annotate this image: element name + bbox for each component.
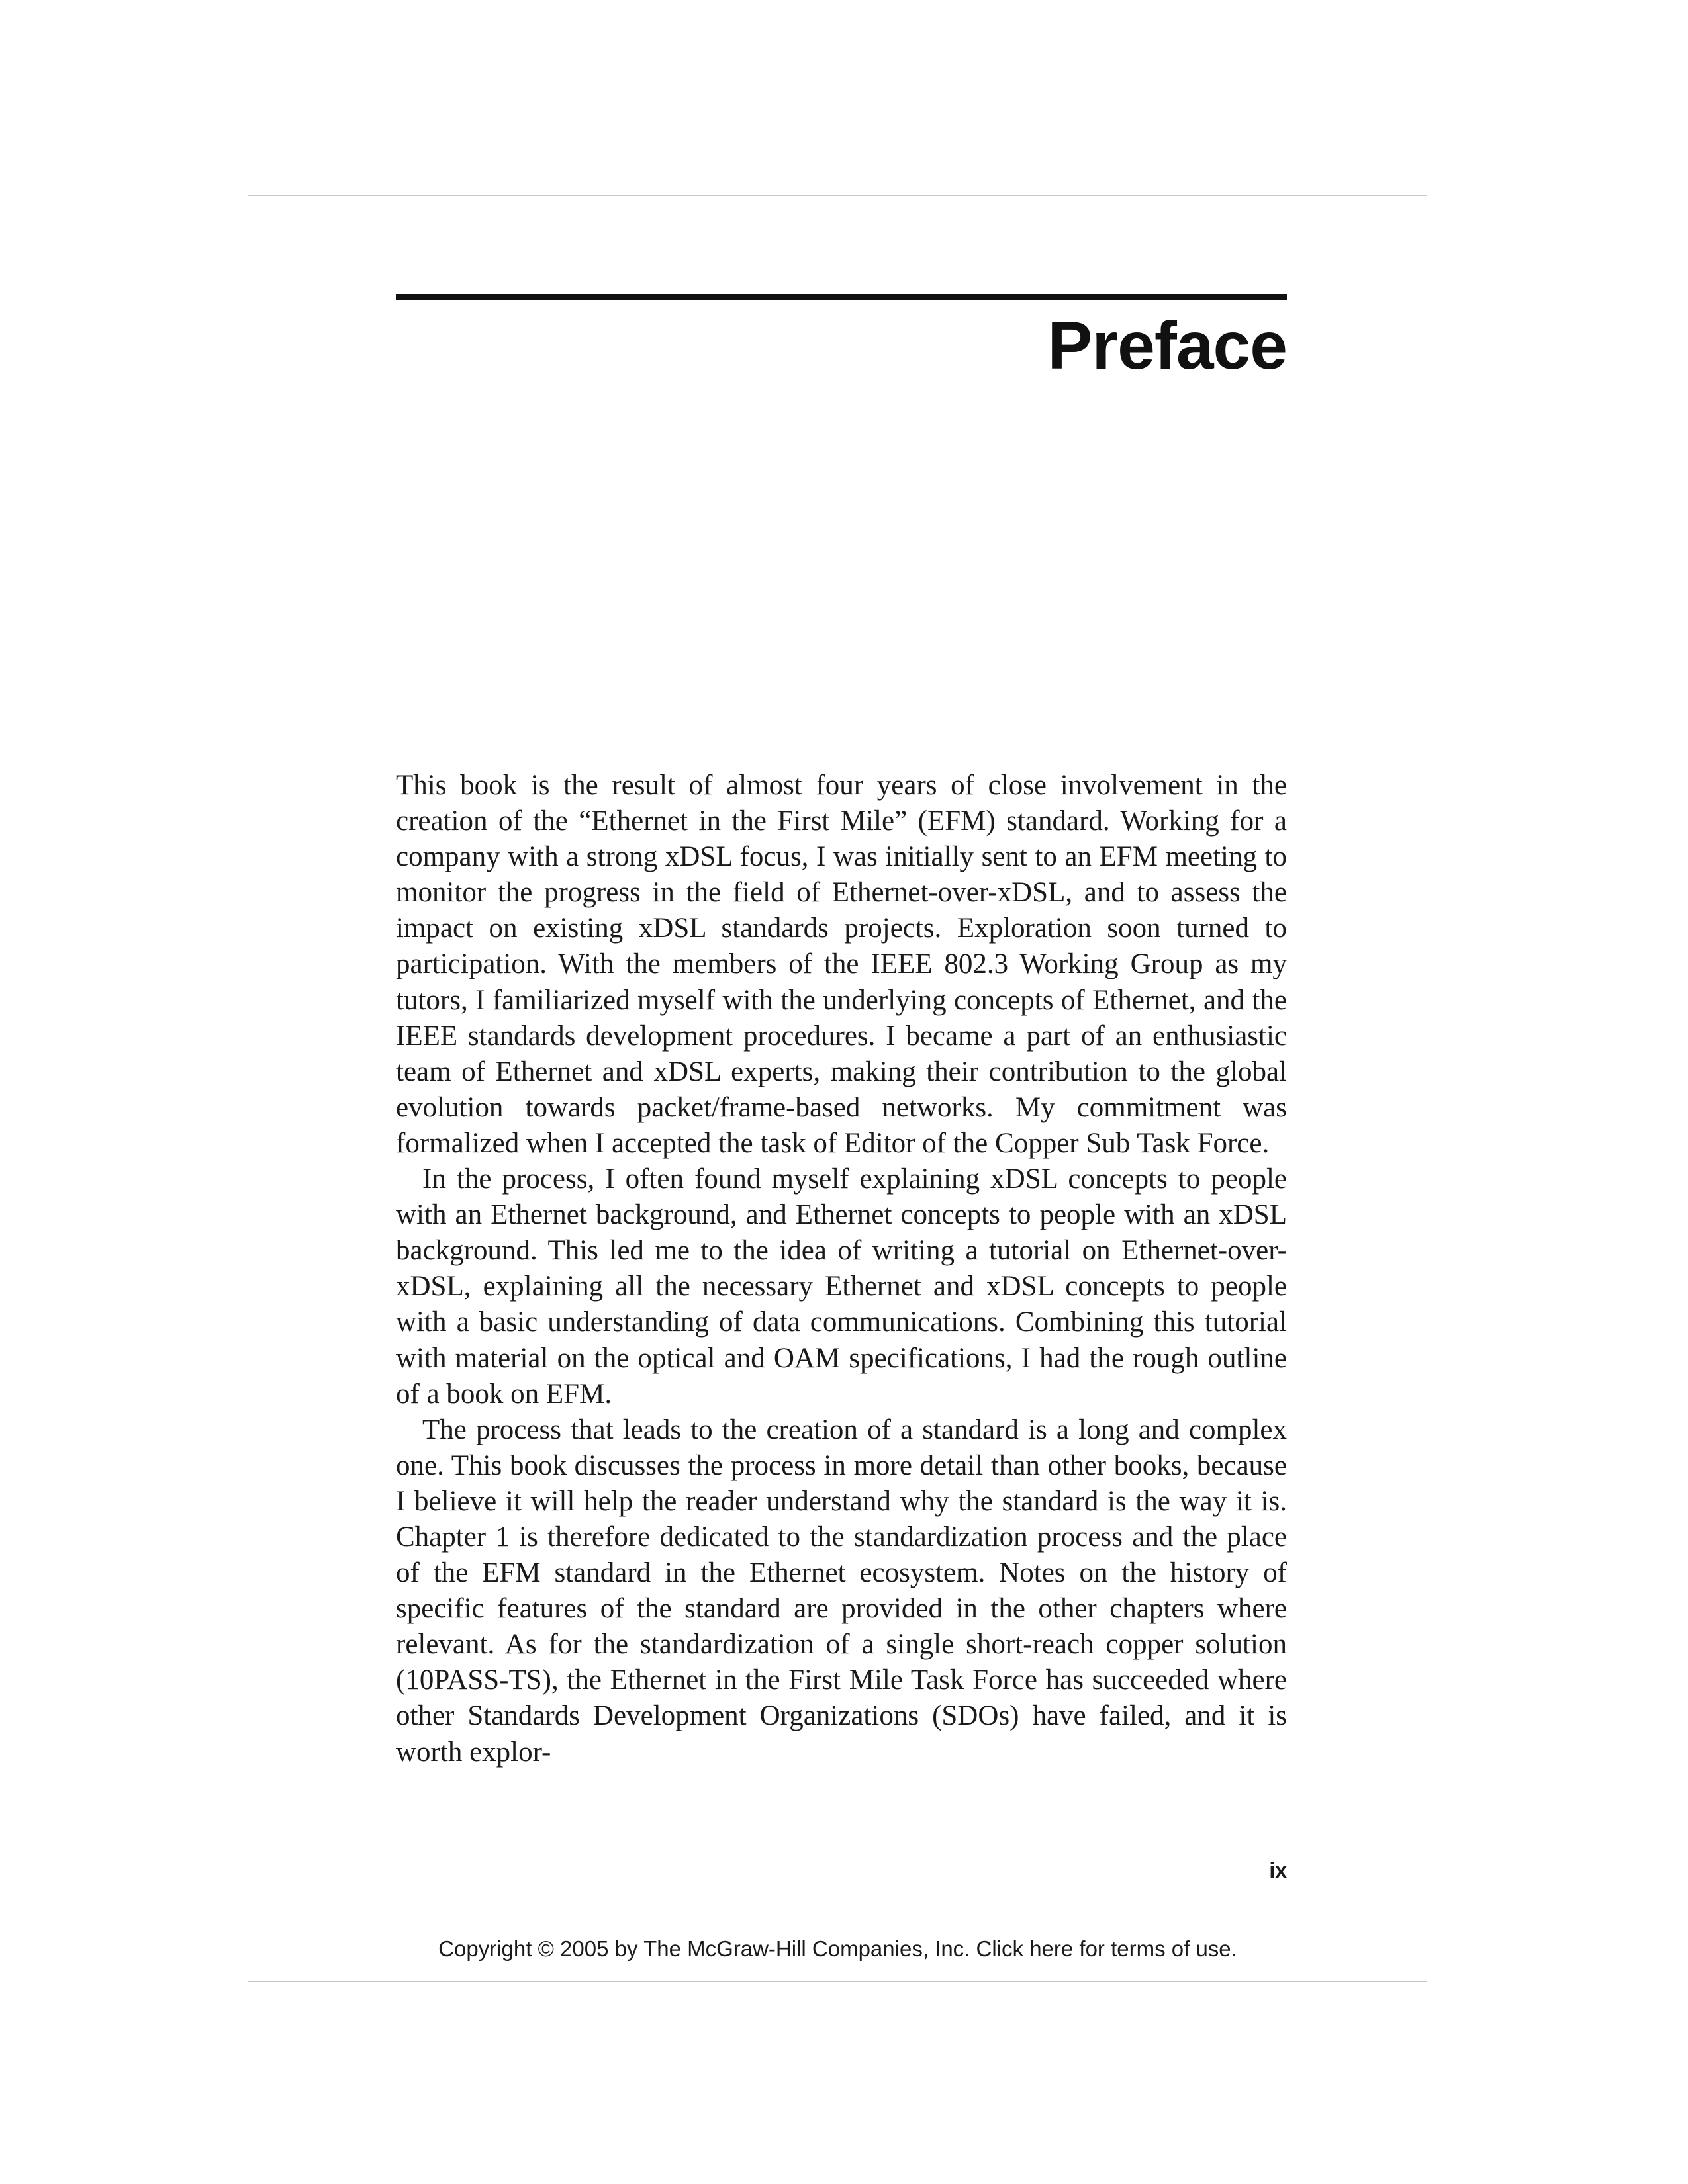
copyright-notice: [248, 1935, 1427, 1963]
body-text: [396, 768, 1287, 1770]
terms-of-use-link[interactable]: Click here for terms of use.: [976, 1936, 1237, 1961]
paragraph-2: In the process, I often found myself explaining xDSL concepts to people with an Ethernet background, and Ethernet concepts to people with an xDSL background. This led me to the idea of writing a tutorial on Ethernet-over-xDSL, explaining all the necessary Ethernet and xDSL concepts to people with a basic understanding of data communications. Combining this tutorial with material on the optical and OAM specifications, I had the rough outline of a book on EFM.: [396, 1163, 1287, 1410]
chapter-title-bar: [396, 294, 1287, 300]
page-bottom-rule: [248, 1981, 1427, 1982]
page-number: ix: [1269, 1858, 1287, 1882]
paragraph-1: This book is the result of almost four years of close involvement in the creation of the “Ethernet in the First Mile” (EFM) standard. Working for a company with a strong xDSL focus, I was initially sent to an EFM meeting to monitor the progress in the field of Ethernet-over-xDSL, and to assess the impact on existing xDSL standards projects. Exploration soon turned to participation. With the members of the IEEE 802.3 Working Group as my tutors, I familiarized myself with the underlying concepts of Ethernet, and the IEEE standards development procedures. I became a part of an enthusiastic team of Ethernet and xDSL experts, making their contribution to the global evolution towards packet/frame-based networks. My commitment was formalized when I accepted the task of Editor of the Copper Sub Task Force.: [396, 770, 1287, 1159]
paragraph-3: The process that leads to the creation of a standard is a long and complex one. This book discusses the process in more detail than other books, because I believe it will help the reader understand why the standard is the way it is. Chapter 1 is therefore dedicated to the standardization process and the place of the EFM standard in the Ethernet ecosystem. Notes on the history of specific features of the standard are provided in the other chapters where relevant. As for the standardization of a single short-reach copper solution (10PASS-TS), the Ethernet in the First Mile Task Force has succeeded where other Standards Development Organizations (SDOs) have failed, and it is worth explor-: [396, 1414, 1287, 1768]
copyright-text: Copyright © 2005 by The McGraw-Hill Companies, Inc.: [438, 1936, 976, 1961]
chapter-title: Preface: [1047, 308, 1287, 383]
page-top-rule: [248, 195, 1427, 196]
